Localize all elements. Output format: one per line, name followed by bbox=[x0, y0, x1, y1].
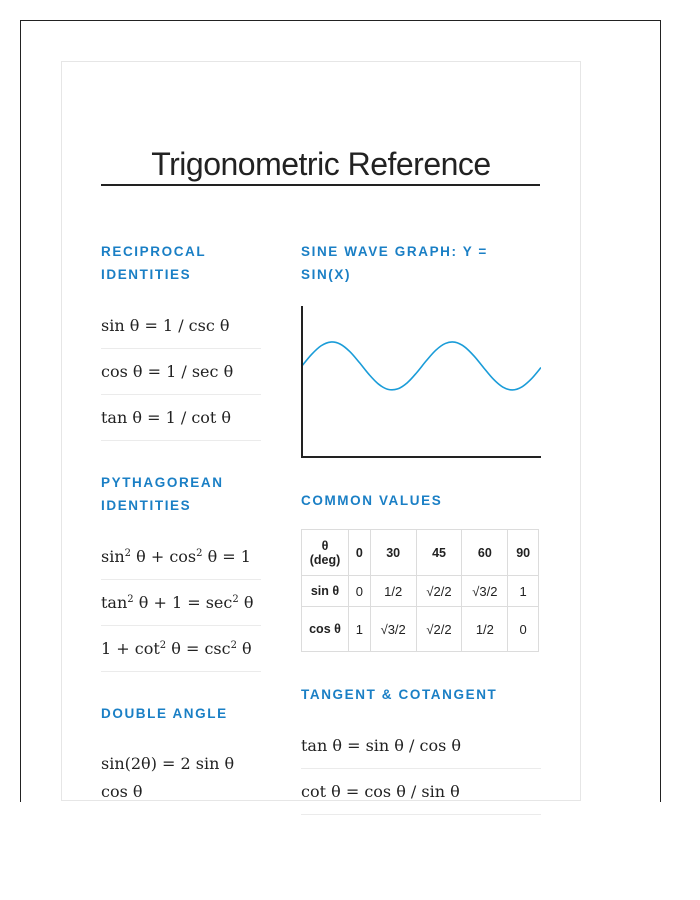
table-header-cell: 60 bbox=[462, 530, 508, 576]
sine-chart bbox=[301, 306, 541, 458]
table-header-cell: 30 bbox=[370, 530, 416, 576]
common-values-table bbox=[301, 529, 539, 652]
formula-item: $\tan^2 \theta + 1 = \sec^2 \theta$ bbox=[101, 580, 261, 626]
pythagorean-heading: PYTHAGOREAN IDENTITIES bbox=[101, 475, 224, 513]
table-header-cell: 90 bbox=[508, 530, 539, 576]
formula-item: cot θ = cos θ / sin θ bbox=[301, 769, 541, 815]
formula-item: sin θ = 1 / csc θ bbox=[101, 303, 261, 349]
sine-graph-heading: SINE WAVE GRAPH: Y = SIN(X) bbox=[301, 244, 488, 282]
table-cell: 0 bbox=[349, 576, 371, 607]
table-cell: 1 bbox=[508, 576, 539, 607]
table-cell: 1/2 bbox=[462, 607, 508, 652]
double-angle-heading: DOUBLE ANGLE bbox=[101, 706, 228, 721]
formula-item: $\sin^2 \theta + \cos^2 \theta = 1$ bbox=[101, 534, 261, 580]
sine-series-line bbox=[302, 342, 541, 390]
formula-item: tan θ = sin θ / cos θ bbox=[301, 723, 541, 769]
table-cell: sin θ bbox=[302, 576, 349, 607]
table-cell: cos θ bbox=[302, 607, 349, 652]
table-row bbox=[302, 607, 539, 652]
tangent-list bbox=[301, 723, 541, 815]
double-angle-list bbox=[101, 742, 261, 814]
table-cell: √2/2 bbox=[416, 576, 462, 607]
table-cell: 0 bbox=[508, 607, 539, 652]
table-header-row bbox=[302, 530, 539, 576]
reciprocal-heading: RECIPROCAL IDENTITIES bbox=[101, 244, 207, 282]
table-header-cell: 45 bbox=[416, 530, 462, 576]
formula-item: $1 + \cot^2 \theta = \csc^2 \theta$ bbox=[101, 626, 261, 672]
sine-chart-container bbox=[301, 306, 541, 458]
table-cell: 1/2 bbox=[370, 576, 416, 607]
tangent-heading: TANGENT & COTANGENT bbox=[301, 687, 498, 702]
formula-item: tan θ = 1 / cot θ bbox=[101, 395, 261, 441]
pythagorean-list bbox=[101, 534, 261, 672]
table-row bbox=[302, 576, 539, 607]
table-cell: √3/2 bbox=[462, 576, 508, 607]
page-title: Trigonometric Reference bbox=[151, 146, 491, 182]
title-divider bbox=[101, 184, 540, 186]
formula-item: sin(2θ) = 2 sin θ cos θ bbox=[101, 754, 235, 801]
left-column bbox=[101, 240, 261, 814]
reciprocal-list bbox=[101, 303, 261, 441]
formula-item: cos θ = 1 / sec θ bbox=[101, 349, 261, 395]
table-header-cell: 0 bbox=[349, 530, 371, 576]
table-cell: 1 bbox=[349, 607, 371, 652]
common-values-heading: COMMON VALUES bbox=[301, 493, 443, 508]
right-column bbox=[301, 240, 541, 815]
table-cell: √2/2 bbox=[416, 607, 462, 652]
table-cell: √3/2 bbox=[370, 607, 416, 652]
table-header-cell: θ (deg) bbox=[302, 530, 349, 576]
